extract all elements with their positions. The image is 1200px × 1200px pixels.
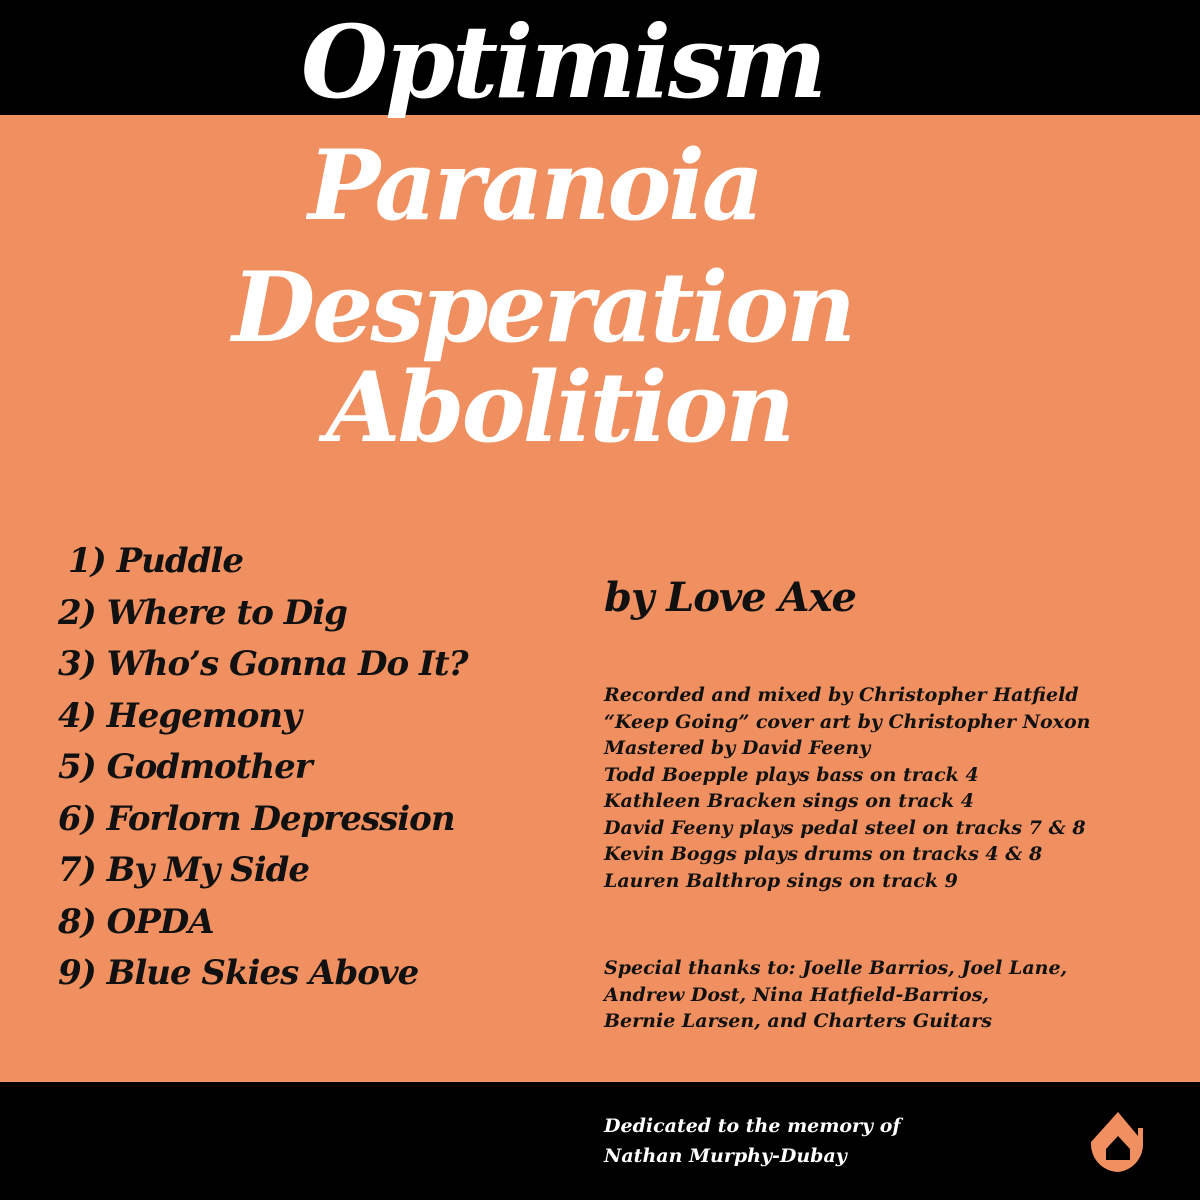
credit-line: “Keep Going” cover art by Christopher Noxon — [604, 710, 1091, 733]
house-logo-icon — [1082, 1106, 1154, 1178]
track-item: 1) Puddle — [68, 541, 243, 581]
bottom-black-band — [0, 1082, 1200, 1200]
track-item: 8) OPDA — [58, 901, 214, 942]
track-item: 4) Hegemony — [58, 695, 301, 736]
title-word-desperation: Desperation — [232, 251, 853, 364]
tracklist — [58, 536, 468, 1000]
thanks-line: Andrew Dost, Nina Hatfield-Barrios, — [604, 983, 990, 1006]
credit-line: Kathleen Bracken sings on track 4 — [604, 790, 974, 812]
credit-line: Todd Boepple plays bass on track 4 — [604, 763, 979, 786]
credit-line: Kevin Boggs plays drums on tracks 4 & 8 — [604, 843, 1043, 865]
track-item: 7) By My Side — [58, 850, 310, 890]
special-thanks — [604, 955, 1067, 1035]
track-item: 2) Where to Dig — [58, 592, 347, 633]
thanks-line: Special thanks to: Joelle Barrios, Joel Lane, — [604, 957, 1068, 979]
artist-credit: by Love Axe — [604, 574, 856, 621]
credit-line: Recorded and mixed by Christopher Hatfield — [604, 684, 1079, 706]
title-word-abolition: Abolition — [326, 351, 793, 464]
credit-line: Mastered by David Feeny — [604, 737, 871, 759]
credit-line: David Feeny plays pedal steel on tracks 7 & 8 — [604, 816, 1086, 839]
dedication-line: Nathan Murphy-Dubay — [604, 1145, 847, 1167]
credits-list — [604, 682, 1091, 894]
title-word-paranoia: Paranoia — [308, 129, 762, 242]
track-item: 5) Godmother — [58, 747, 312, 787]
title-word-optimism: Optimism — [301, 3, 825, 121]
track-item: 9) Blue Skies Above — [58, 953, 419, 993]
track-item: 6) Forlorn Depression — [58, 798, 455, 839]
dedication — [604, 1111, 901, 1171]
dedication-line: Dedicated to the memory of — [604, 1115, 901, 1137]
thanks-line: Bernie Larsen, and Charters Guitars — [604, 1010, 992, 1032]
track-item: 3) Who’s Gonna Do It? — [58, 644, 468, 684]
credit-line: Lauren Balthrop sings on track 9 — [604, 869, 958, 892]
